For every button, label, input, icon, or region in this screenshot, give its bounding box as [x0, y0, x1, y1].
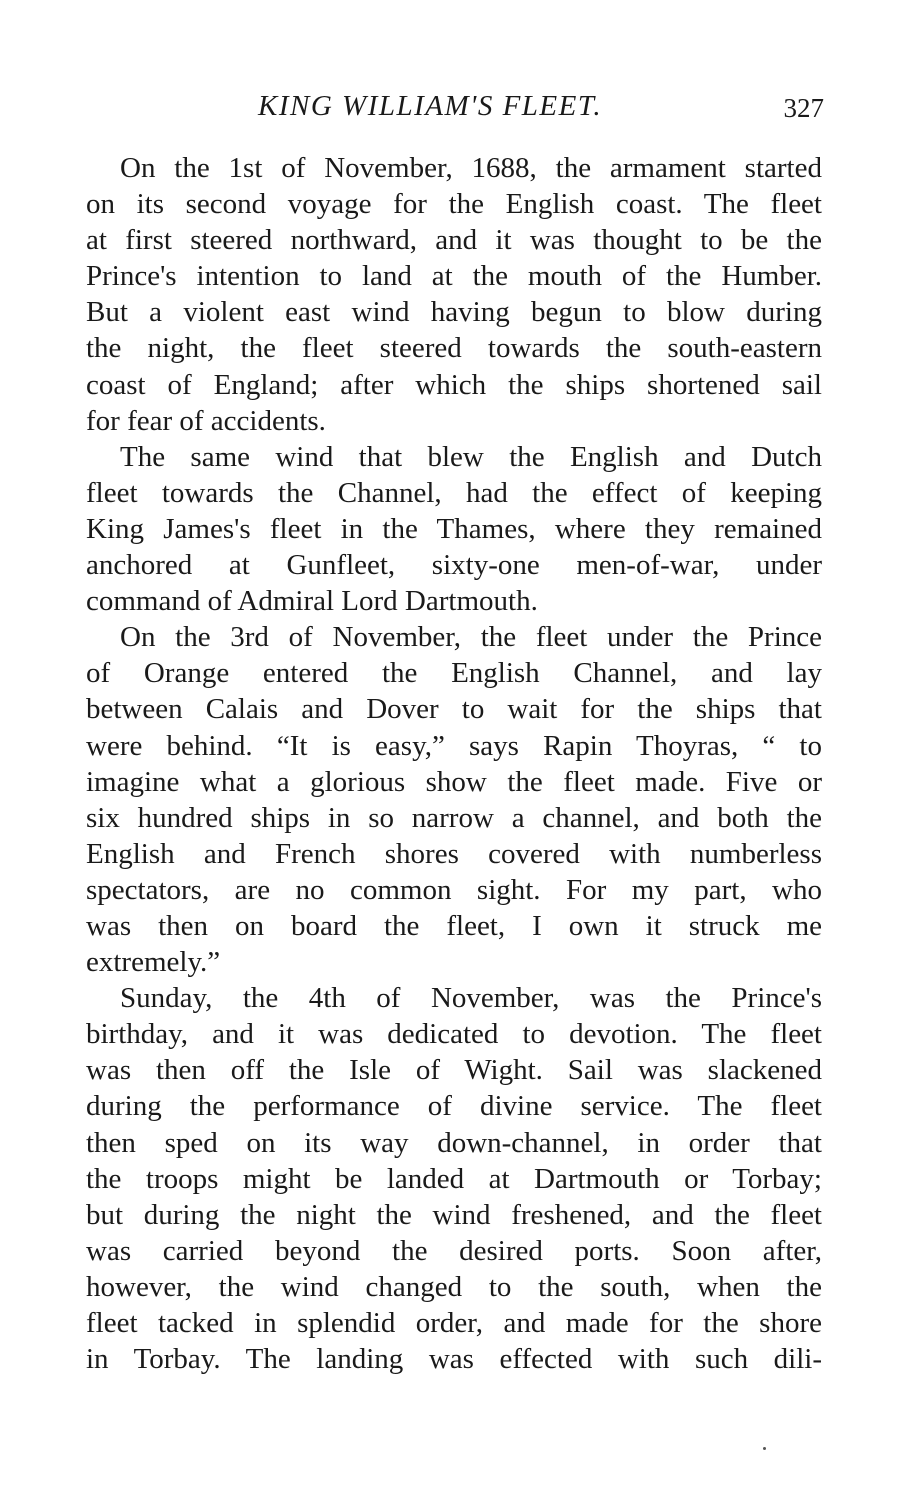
ink-speck — [763, 1447, 766, 1450]
text-line: during the performance of divine service. The fleet — [86, 1090, 822, 1123]
text-line: on its second voyage for the English coast. The fleet — [86, 188, 822, 221]
text-line: command of Admiral Lord Dartmouth. — [86, 585, 538, 618]
text-line: King James's fleet in the Thames, where they remained — [86, 512, 822, 545]
text-line: was carried beyond the desired ports. Soon after, — [86, 1234, 822, 1267]
text-line: of Orange entered the English Channel, and lay — [86, 657, 822, 690]
text-line: Sunday, the 4th of November, was the Prince's — [120, 982, 822, 1015]
text-line: But a violent east wind having begun to blow during — [86, 296, 822, 329]
text-line: between Calais and Dover to wait for the ships that — [86, 693, 822, 726]
text-line: English and French shores covered with numberless — [86, 837, 822, 870]
text-line: anchored at Gunfleet, sixty-one men-of-war, under — [86, 549, 822, 582]
text-line: fleet towards the Channel, had the effect of keeping — [86, 476, 822, 509]
page-number: 327 — [783, 93, 824, 123]
text-line: the troops might be landed at Dartmouth or Torbay; — [86, 1162, 822, 1195]
running-title: KING WILLIAM'S FLEET. — [258, 90, 603, 122]
text-line: spectators, are no common sight. For my part, who — [86, 873, 822, 906]
text-line: birthday, and it was dedicated to devotion. The fleet — [86, 1018, 822, 1051]
text-line: fleet tacked in splendid order, and made for the shore — [86, 1307, 822, 1339]
text-line: in Torbay. The landing was effected with such dili- — [86, 1343, 822, 1376]
text-line: however, the wind changed to the south, when the — [86, 1270, 822, 1303]
text-line: the night, the fleet steered towards the south-eastern — [86, 332, 822, 365]
text-line: extremely.” — [86, 946, 221, 979]
text-line: but during the night the wind freshened, and the fleet — [86, 1198, 822, 1231]
text-line: The same wind that blew the English and Dutch — [120, 440, 822, 473]
text-line: coast of England; after which the ships shortened sail — [86, 368, 822, 401]
text-line: then sped on its way down-channel, in order that — [86, 1126, 822, 1159]
text-line: On the 1st of November, 1688, the armament started — [120, 152, 822, 184]
text-line: imagine what a glorious show the fleet made. Five or — [86, 765, 822, 798]
text-line: at first steered northward, and it was thought to be the — [86, 224, 822, 257]
text-line: On the 3rd of November, the fleet under the Prince — [120, 621, 822, 654]
text-line: six hundred ships in so narrow a channel, and both the — [86, 801, 822, 834]
text-line: was then on board the fleet, I own it struck me — [86, 909, 822, 942]
body-text — [86, 150, 822, 1377]
text-line: were behind. “It is easy,” says Rapin Thoyras, “ to — [86, 729, 822, 762]
text-line: was then off the Isle of Wight. Sail was slackened — [86, 1054, 822, 1087]
running-header — [86, 86, 824, 126]
text-line: Prince's intention to land at the mouth of the Humber. — [86, 260, 822, 293]
text-line: for fear of accidents. — [86, 404, 326, 437]
